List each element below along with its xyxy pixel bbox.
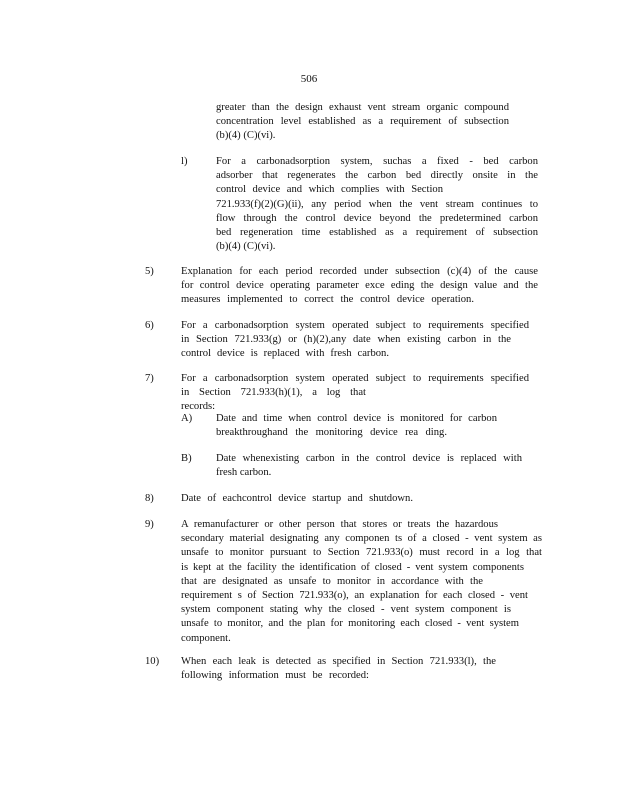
item-label: A): [181, 413, 193, 424]
text-line: measures implemented to correct the control device operation.: [181, 294, 474, 306]
text-line: For a carbonadsorption system, suchas a fixed - bed carbon: [216, 156, 538, 167]
text-line: following information must be recorded:: [181, 670, 369, 682]
text-line: requirement s of Section 721.933(o), an explanation for each closed - vent: [181, 590, 528, 602]
item-label: 9): [145, 519, 154, 530]
text-line: component.: [181, 632, 231, 644]
text-line: control device and which complies with Section: [216, 184, 443, 196]
text-line: adsorber that regenerates the carbon bed directly onsite in the: [216, 170, 538, 182]
text-line: bed regeneration time established as a requirement of subsection: [216, 227, 538, 239]
continuation-paragraph: [216, 101, 509, 144]
item-text: [181, 492, 413, 506]
item-text: [216, 412, 497, 440]
text-line: greater than the design exhaust vent stream organic compound: [216, 102, 509, 113]
text-line: that are designated as unsafe to monitor in accordance with the: [181, 575, 483, 587]
text-line: control device is replaced with fresh carbon.: [181, 348, 389, 360]
item-label: B): [181, 453, 192, 464]
text-line: Explanation for each period recorded under subsection (c)(4) of the cause: [181, 266, 538, 277]
text-line: Date and time when control device is monitored for carbon: [216, 413, 497, 424]
text-line: unsafe to monitor pursuant to Section 721.933(o) must record in a log that: [181, 547, 542, 559]
text-line: secondary material designating any componen ts of a closed - vent system as: [181, 533, 542, 545]
item-label: 5): [145, 266, 154, 277]
item-label: 7): [145, 373, 154, 384]
text-line: A remanufacturer or other person that stores or treats the hazardous: [181, 519, 498, 530]
item-text: [181, 265, 538, 308]
text-line: Date of eachcontrol device startup and shutdown.: [181, 493, 413, 504]
text-line: When each leak is detected as specified in Section 721.933(l), the: [181, 656, 496, 667]
item-text: [181, 372, 529, 415]
text-line: in Section 721.933(g) or (h)(2),any date when existing carbon in the: [181, 334, 511, 346]
text-line: unsafe to monitor, and the plan for monitoring each closed - vent system: [181, 618, 519, 630]
text-line: Date whenexisting carbon in the control device is replaced with: [216, 453, 522, 464]
item-label: 8): [145, 493, 154, 504]
item-text: [181, 655, 496, 683]
text-line: breakthroughand the monitoring device rea ding.: [216, 427, 447, 439]
item-text: [181, 518, 542, 646]
text-line: 721.933(f)(2)(G)(ii), any period when the vent stream continues to: [216, 198, 538, 210]
item-text: [216, 452, 522, 480]
text-line: is kept at the facility the identification of closed - vent system components: [181, 561, 524, 573]
text-line: in Section 721.933(h)(1), a log that records:: [181, 387, 366, 413]
text-line: flow through the control device beyond the predetermined carbon: [216, 212, 538, 224]
text-line: fresh carbon.: [216, 467, 272, 479]
text-line: For a carbonadsorption system operated subject to requirements specified: [181, 320, 529, 331]
item-label: l): [181, 156, 188, 167]
item-label: 10): [145, 656, 160, 667]
item-label: 6): [145, 320, 154, 331]
page-number: 506: [300, 73, 318, 85]
text-line: (b)(4) (C)(vi).: [216, 130, 276, 142]
text-line: (b)(4) (C)(vi).: [216, 241, 276, 253]
text-line: concentration level established as a requirement of subsection: [216, 116, 509, 128]
text-line: For a carbonadsorption system operated subject to requirements specified: [181, 373, 529, 384]
text-line: for control device operating parameter exce eding the design value and the: [181, 280, 538, 292]
item-text: [181, 319, 529, 362]
text-line: system component stating why the closed - vent system component is: [181, 604, 511, 616]
item-text: [216, 155, 538, 254]
